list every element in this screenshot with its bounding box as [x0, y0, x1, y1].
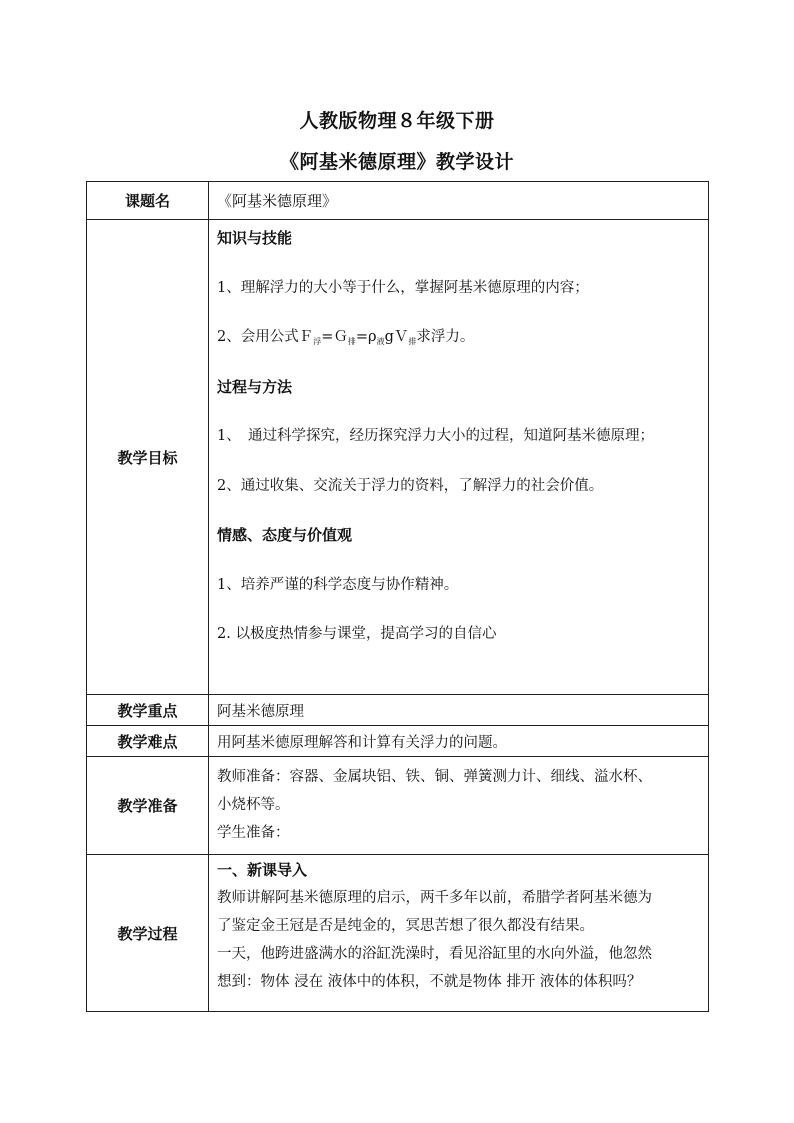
lesson-plan-table [86, 181, 709, 1012]
goals-label: 教学目标 [87, 220, 209, 695]
intro-line-2: 了鉴定金王冠是否是纯金的，冥思苦想了很久都没有结果。 [217, 918, 594, 934]
knowledge-item-2: 2、会用公式$F_浮=G_排=\rho_液gV_排$求浮力。 [217, 329, 475, 346]
table-row-process [87, 855, 709, 1012]
intro-line-1: 教师讲解阿基米德原理的启示，两千多年以前，希腊学者阿基米德为 [217, 890, 652, 906]
topic-label: 课题名 [87, 182, 209, 220]
table-row-key-point [87, 695, 709, 726]
intro-heading: 一、新课导入 [217, 861, 308, 879]
attitude-heading: 情感、态度与价值观 [217, 526, 353, 544]
student-preparation: 学生准备： [217, 825, 290, 841]
teacher-preparation-line-2: 小烧杯等。 [217, 797, 290, 813]
teacher-preparation-line-1: 教师准备：容器、金属块铝、铁、铜、弹簧测力计、细线、溢水杯、 [217, 769, 652, 785]
process-heading: 过程与方法 [217, 377, 293, 396]
topic-value: 《阿基米德原理》 [209, 182, 709, 220]
difficulty-label: 教学难点 [87, 726, 209, 757]
process-item-2: 2、通过收集、交流关于浮力的资料，了解浮力的社会价值。 [217, 477, 604, 494]
table-row-preparation [87, 757, 709, 855]
process-label: 教学过程 [87, 855, 209, 1012]
table-row-difficulty [87, 726, 709, 757]
preparation-label: 教学准备 [87, 757, 209, 855]
table-row-goals [87, 220, 709, 695]
table-row-topic [87, 182, 709, 220]
process-content [209, 855, 709, 1012]
attitude-item-2: 2. 以极度热情参与课堂，提高学习的自信心 [217, 626, 497, 642]
intro-line-3: 一天，他跨进盛满水的浴缸洗澡时，看见浴缸里的水向外溢，他忽然 [217, 946, 652, 962]
difficulty-value: 用阿基米德原理解答和计算有关浮力的问题。 [209, 726, 709, 757]
key-point-label: 教学重点 [87, 695, 209, 726]
attitude-item-1: 1、培养严谨的科学态度与协作精神。 [217, 576, 459, 593]
preparation-content [209, 757, 709, 855]
intro-line-4: 想到：物体 浸在 液体中的体积，不就是物体 排开 液体的体积吗？ [217, 974, 642, 990]
key-point-value: 阿基米德原理 [209, 695, 709, 726]
document-subtitle: 《阿基米德原理》教学设计 [279, 151, 514, 173]
process-item-1: 1、 通过科学探究，经历探究浮力大小的过程，知道阿基米德原理； [217, 428, 654, 444]
document-title: 人教版物理８年级下册 [299, 110, 495, 132]
goals-content [209, 220, 709, 695]
knowledge-heading: 知识与技能 [217, 229, 293, 247]
knowledge-item-1: 1、理解浮力的大小等于什么，掌握阿基米德原理的内容； [217, 279, 589, 296]
